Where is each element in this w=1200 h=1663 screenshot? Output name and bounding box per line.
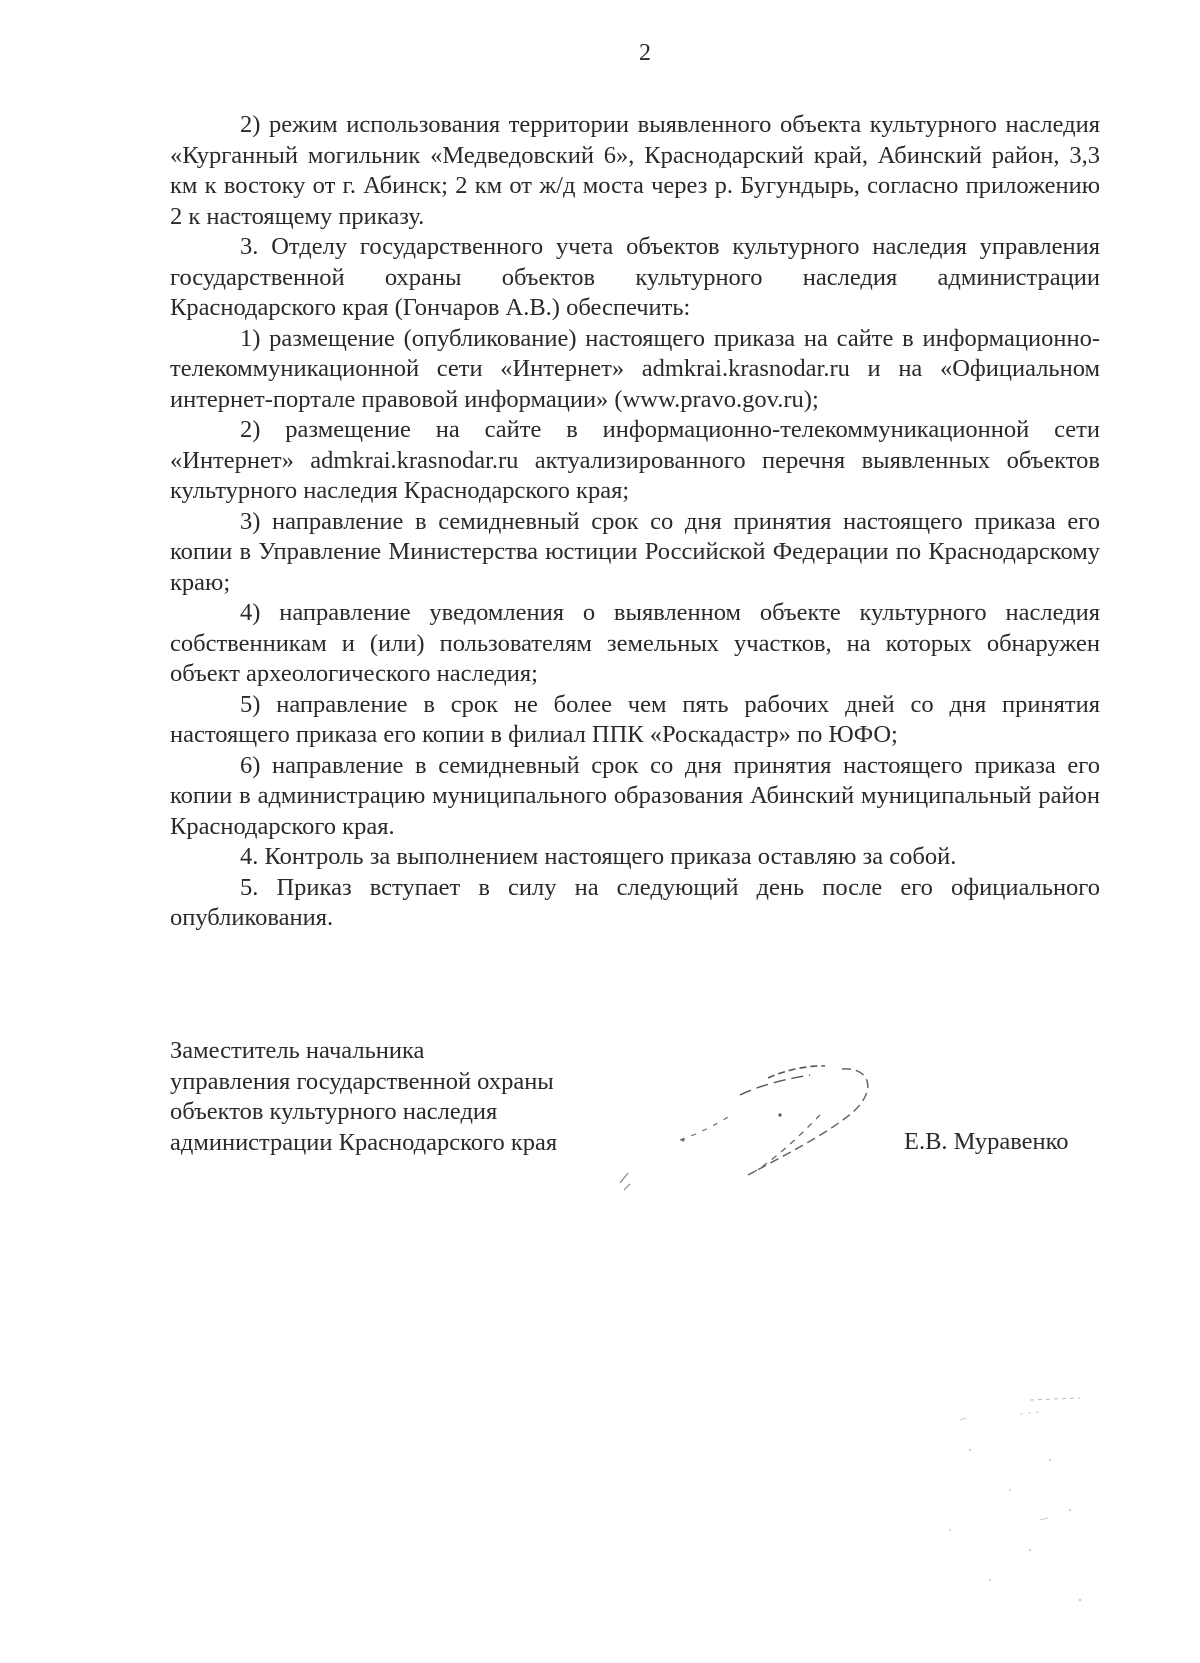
paragraph-subpoint-1: 1) размещение (опубликование) настоящего приказа на сайте в информационно-телекоммуникационной сети «Интернет» admkrai.krasnodar.ru и на «Официальном интернет-портале правовой информации» (www.pravo.gov.ru); xyxy=(170,324,1100,413)
handwritten-signature xyxy=(620,1045,920,1195)
signer-position-line: управления государственной охраны xyxy=(170,1067,554,1095)
signer-position-line: администрации Краснодарского края xyxy=(170,1128,558,1156)
paragraph-subpoint-3: 3) направление в семидневный срок со дня принятия настоящего приказа его копии в Управление Министерства юстиции Российской Федерации по Краснодарскому краю; xyxy=(170,507,1100,596)
paragraph-point-5: 5. Приказ вступает в силу на следующий день после его официального опубликования. xyxy=(170,873,1100,931)
order-body-text xyxy=(170,110,1100,934)
signer-position-line: объектов культурного наследия xyxy=(170,1098,498,1125)
paragraph-point-4: 4. Контроль за выполнением настоящего приказа оставляю за собой. xyxy=(240,843,957,870)
signer-position-line: Заместитель начальника xyxy=(170,1037,425,1064)
scan-artifacts xyxy=(930,1390,1130,1630)
paragraph-point-3: 3. Отделу государственного учета объектов культурного наследия управления государственной охраны объектов культурного наследия администрации Краснодарского края (Гончаров А.В.) обеспечить: xyxy=(170,233,1100,321)
paragraph-subpoint-6: 6) направление в семидневный срок со дня принятия настоящего приказа его копии в администрацию муниципального образования Абинский муниципальный район Краснодарского края. xyxy=(170,751,1100,840)
paragraph-subpoint-2: 2) размещение на сайте в информационно-телекоммуникационной сети «Интернет» admkrai.krasnodar.ru актуализированного перечня выявленных объектов культурного наследия Краснодарского края; xyxy=(170,416,1100,504)
paragraph-subpoint-4: 4) направление уведомления о выявленном объекте культурного наследия собственникам и (или) пользователям земельных участков, на которых обнаружен объект археологического наследия; xyxy=(170,599,1100,687)
paragraph-item-2-regime: 2) режим использования территории выявленного объекта культурного наследия «Курганный могильник «Медведовский 6», Краснодарский край, Абинский район, 3,3 км к востоку от г. Абинск; 2 км от ж/д моста через р. Бугундырь, согласно приложению 2 к настоящему приказу. xyxy=(170,111,1100,230)
page-number: 2 xyxy=(639,40,651,66)
paragraph-subpoint-5: 5) направление в срок не более чем пять рабочих дней со дня принятия настоящего приказа его копии в филиал ППК «Роскадастр» по ЮФО; xyxy=(170,690,1100,748)
signer-name: Е.В. Муравенко xyxy=(904,1128,1069,1155)
